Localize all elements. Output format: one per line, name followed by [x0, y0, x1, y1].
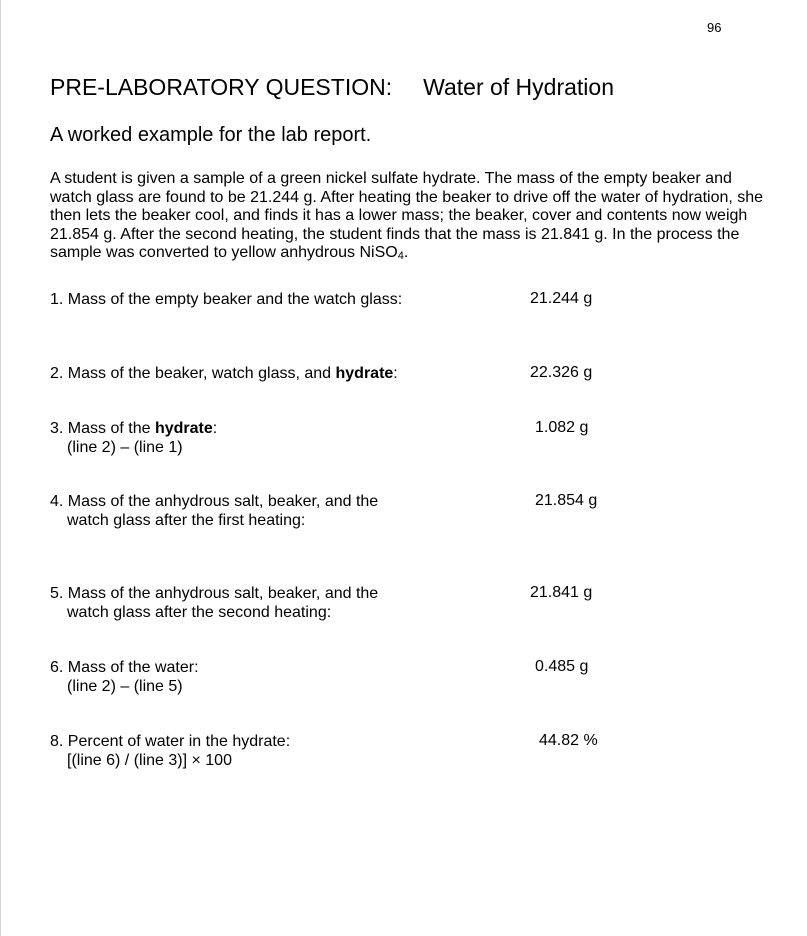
question-item-3 — [50, 419, 217, 457]
item-label: 6. Mass of the water: — [50, 659, 199, 676]
question-item-4 — [50, 492, 378, 530]
item-label-post: : — [393, 365, 398, 382]
question-item-8 — [50, 732, 290, 770]
item-label-pre: 3. Mass of the — [50, 420, 155, 437]
question-item-6 — [50, 658, 199, 696]
page-number: 96 — [707, 20, 722, 35]
item-value-3: 1.082 g — [535, 419, 589, 436]
page-title — [50, 74, 614, 101]
item-label: 5. Mass of the anhydrous salt, beaker, and the — [50, 585, 379, 602]
item-label-pre: 2. Mass of the beaker, watch glass, and — [50, 365, 336, 382]
item-formula: (line 2) – (line 1) — [67, 439, 183, 456]
item-value-2: 22.326 g — [530, 364, 593, 381]
item-label: 1. Mass of the empty beaker and the watch glass: — [50, 291, 403, 308]
title-topic: Water of Hydration — [423, 74, 614, 100]
item-label: 8. Percent of water in the hydrate: — [50, 733, 291, 750]
title-label: PRE-LABORATORY QUESTION: — [50, 74, 393, 100]
item-formula: [(line 6) / (line 3)] × 100 — [67, 752, 232, 769]
item-label-bold: hydrate — [335, 365, 394, 382]
item-value-5: 21.841 g — [530, 584, 593, 601]
page-subtitle: A worked example for the lab report. — [50, 124, 372, 146]
intro-text: A student is given a sample of a green nickel sulfate hydrate. The mass of the empty beaker and watch glass are found to be 21.244 g. After heating the beaker to drive off the water of hydration, she then lets the beaker cool, and finds it has a lower mass; the beaker, cover and contents now weigh 21.854 g. After the second heating, the student finds that the mass is 21.841 g. In the process the sample was converted to yellow anhydrous NiSO — [50, 170, 764, 261]
formula-subscript: 4 — [397, 250, 404, 262]
item-value-1: 21.244 g — [530, 290, 593, 307]
question-item-5 — [50, 584, 378, 622]
item-formula: (line 2) – (line 5) — [67, 678, 183, 695]
item-label-continued: watch glass after the first heating: — [67, 512, 306, 529]
question-item-1 — [50, 290, 402, 309]
item-label-bold: hydrate — [154, 420, 213, 437]
item-value-8: 44.82 % — [539, 732, 598, 749]
item-value-6: 0.485 g — [535, 658, 589, 675]
item-label: 4. Mass of the anhydrous salt, beaker, and the — [50, 493, 379, 510]
item-label-post: : — [212, 420, 218, 437]
item-value-4: 21.854 g — [535, 492, 598, 509]
item-label-continued: watch glass after the second heating: — [67, 604, 332, 621]
intro-end: . — [403, 244, 409, 261]
intro-paragraph — [50, 170, 770, 263]
question-item-2 — [50, 364, 398, 383]
